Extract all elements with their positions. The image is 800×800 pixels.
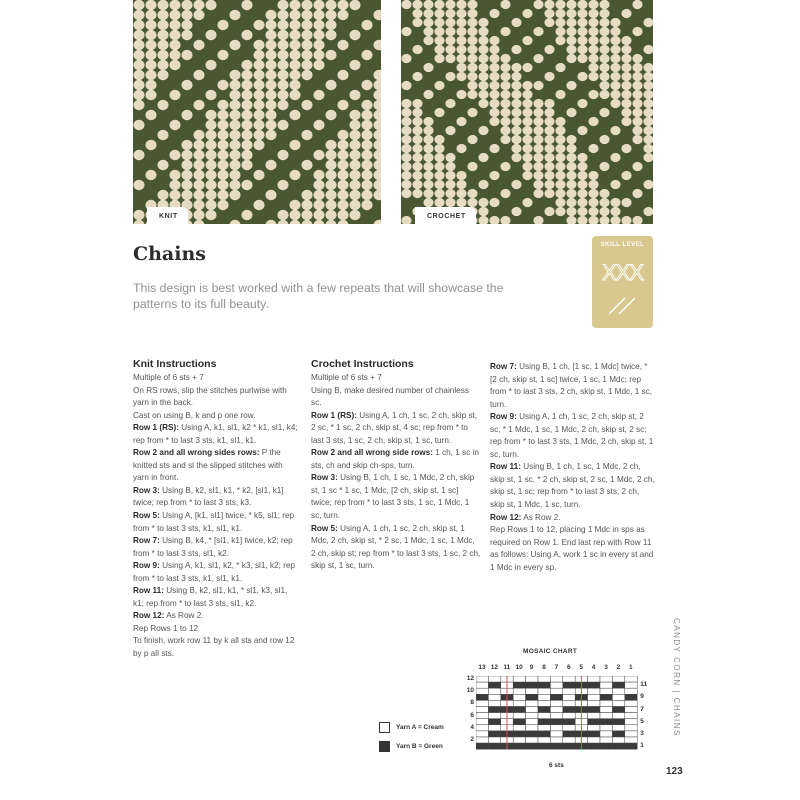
- chart-cell: [526, 682, 538, 688]
- knit-instruction-row-text: On RS rows, slip the stitches purlwise with yarn in the back.: [133, 385, 287, 408]
- chart-cell: [600, 743, 612, 749]
- knit-swatch-label: KNIT: [147, 207, 188, 224]
- chart-row-label-even: 10: [466, 687, 474, 695]
- knit-instruction-line: [133, 535, 298, 560]
- knit-instruction-line: [133, 447, 298, 485]
- knit-instruction-row-text: P the knitted sts and sl the slipped stitches with yarn in front.: [133, 448, 283, 483]
- skill-level-marks: [592, 236, 653, 328]
- crochet-instruction-line: [311, 523, 481, 573]
- chart-column-label: 1: [628, 664, 633, 671]
- knit-instruction-row-text: Multiple of 6 sts + 7: [133, 373, 204, 382]
- knit-instruction-line: [133, 410, 298, 423]
- chart-cell: [550, 713, 562, 719]
- chart-row-label-even: 8: [470, 699, 474, 707]
- chart-cell: [550, 694, 562, 700]
- chart-cell: [612, 743, 624, 749]
- chart-cell: [513, 725, 525, 731]
- legend-item: [379, 722, 444, 733]
- chart-cell: [612, 725, 624, 731]
- chart-cell: [625, 719, 637, 725]
- crochet-instruction-line: [311, 372, 481, 385]
- chart-cell: [588, 719, 600, 725]
- chart-cell: [625, 731, 637, 737]
- chart-cell: [550, 688, 562, 694]
- crochet-instruction-line: [490, 512, 655, 525]
- knit-instruction-row-label: Row 9:: [133, 561, 160, 571]
- knit-swatch-image: [133, 0, 381, 224]
- chart-cell: [625, 725, 637, 731]
- knit-instruction-row-label: Row 2 and all wrong sides rows:: [133, 448, 260, 458]
- legend-label: Yarn B = Green: [396, 743, 443, 750]
- chart-cell: [625, 737, 637, 743]
- chart-cell: [612, 682, 624, 688]
- chart-cell: [625, 713, 637, 719]
- chart-cell: [612, 694, 624, 700]
- chart-column-label: 5: [579, 664, 583, 671]
- chart-cell: [476, 682, 488, 688]
- crochet-instruction-row-label: Row 7:: [490, 362, 517, 371]
- chart-cell: [476, 676, 488, 682]
- chart-cell: [476, 731, 488, 737]
- chart-cell: [588, 731, 600, 737]
- knit-instruction-line: [133, 422, 298, 447]
- chart-cell: [600, 694, 612, 700]
- chart-cell: [526, 743, 538, 749]
- legend-item: [379, 741, 443, 752]
- chart-cell: [588, 676, 600, 682]
- repeat-label: 6 sts: [549, 762, 564, 769]
- chapter-side-label: CANDY CORN | CHAINS: [672, 618, 681, 737]
- chart-cell: [600, 737, 612, 743]
- crochet-instruction-row-label: Row 12:: [490, 512, 522, 522]
- chart-row-label-odd: 9: [640, 693, 644, 701]
- chart-column-label: 11: [503, 664, 511, 671]
- chart-cell: [588, 743, 600, 749]
- chart-cell: [588, 707, 600, 713]
- legend-swatch: [379, 722, 390, 733]
- skill-level-label: SKILL LEVEL: [600, 242, 645, 248]
- knit-swatch-photo: [133, 0, 381, 224]
- chart-cell: [526, 700, 538, 706]
- chart-cell: [563, 743, 575, 749]
- knit-instruction-line: [133, 610, 298, 623]
- chart-row-label-odd: 11: [640, 681, 648, 689]
- chart-cell: [488, 694, 500, 700]
- chart-cell: [588, 713, 600, 719]
- chart-cell: [538, 713, 550, 719]
- chart-cell: [625, 707, 637, 713]
- chart-cell: [563, 737, 575, 743]
- chart-cell: [526, 725, 538, 731]
- chart-cell: [538, 719, 550, 725]
- chart-cell: [538, 700, 550, 706]
- chart-cell: [550, 676, 562, 682]
- mosaic-chart-title: MOSAIC CHART: [523, 648, 578, 655]
- crochet-instruction-row-text: 1 ch, 1 sc in sts, ch and skip ch-sps, turn.: [311, 448, 479, 470]
- chart-cell: [625, 694, 637, 700]
- chart-cell: [488, 688, 500, 694]
- chart-cell: [526, 737, 538, 743]
- chart-cell: [600, 713, 612, 719]
- chart-cell: [612, 700, 624, 706]
- chart-cell: [513, 700, 525, 706]
- chart-cell: [476, 688, 488, 694]
- chart-cell: [538, 731, 550, 737]
- crochet-instruction-line: [490, 524, 655, 574]
- chart-cell: [513, 719, 525, 725]
- chart-cell: [600, 676, 612, 682]
- chart-cell: [526, 676, 538, 682]
- chart-cell: [538, 737, 550, 743]
- chart-cell: [488, 743, 500, 749]
- chart-cell: [488, 682, 500, 688]
- knit-instruction-line: [133, 635, 298, 660]
- chart-column-label: 13: [478, 664, 486, 671]
- crochet-instruction-row-text: Using A, 1 ch, 1 sc, 2 ch, skip st, 1 Mdc, 2 ch, skip st, * 2 sc, 1 Mdc, 1 sc, 1 Mdc, 2 ch, skip st; rep from * to last 3 sts, 1 sc, 2 ch, skip st, 1 sc, turn.: [311, 523, 481, 571]
- knit-instruction-row-label: Row 5:: [133, 511, 160, 521]
- chart-cell: [538, 688, 550, 694]
- chart-cell: [476, 737, 488, 743]
- crochet-instruction-line: [311, 385, 481, 410]
- pattern-intro: This design is best worked with a few repeats that will showcase the patterns to its full beauty.: [133, 281, 504, 311]
- chart-cell: [550, 743, 562, 749]
- chart-cell: [513, 694, 525, 700]
- chart-row-label-even: 4: [470, 723, 474, 731]
- chart-column-label: 12: [490, 664, 498, 671]
- crochet-instructions-heading: Crochet Instructions: [311, 358, 414, 370]
- crochet-instruction-line: [311, 410, 481, 448]
- chart-column-label: 3: [604, 664, 608, 671]
- chart-cell: [538, 682, 550, 688]
- chart-cell: [476, 713, 488, 719]
- chart-row-label-odd: 7: [640, 705, 644, 713]
- chart-cell: [476, 719, 488, 725]
- chart-cell: [476, 725, 488, 731]
- legend-label: Yarn A = Cream: [396, 724, 444, 731]
- crochet-instruction-row-text: Multiple of 6 sts + 7: [311, 373, 382, 382]
- chart-cell: [612, 707, 624, 713]
- chart-cell: [488, 700, 500, 706]
- chart-cell: [563, 725, 575, 731]
- crochet-instruction-row-text: Using B, 1 ch, 1 sc, 1 Mdc, 2 ch, skip st, 1 sc, * 2 ch, skip st, 2 sc, 1 Mdc, 2 ch, skip st, 1 sc; rep from * to last 3 sts, 2 ch, skip st, 1 Mdc, 1 sc, turn.: [490, 462, 655, 510]
- chart-cell: [612, 719, 624, 725]
- crochet-instruction-line: [311, 472, 481, 522]
- chart-cell: [563, 707, 575, 713]
- crochet-instruction-line: [490, 411, 655, 461]
- chart-cell: [588, 725, 600, 731]
- crochet-instruction-row-text: Using B, 1 ch, [1 sc, 1 Mdc] twice, * [2 ch, skip st, 1 sc] twice, 1 sc, 1 Mdc; rep from * to last 3 sts, 2 ch, skip st, 1 Mdc, 1 sc, turn.: [490, 362, 652, 409]
- chart-cell: [563, 676, 575, 682]
- chart-cell: [600, 725, 612, 731]
- chart-cell: [588, 700, 600, 706]
- knit-instruction-line: [133, 385, 298, 410]
- page-number: 123: [666, 766, 683, 777]
- chart-column-label: 9: [529, 664, 534, 671]
- chart-row-label-odd: 1: [640, 742, 644, 750]
- knit-instruction-row-text: Using A, [k1, sl1] twice, * k5, sl1; rep from * to last 3 sts, k1, sl1, k1.: [133, 511, 295, 533]
- crochet-instruction-row-text: Using B, make desired number of chainless sc.: [311, 385, 469, 408]
- chart-cell: [538, 676, 550, 682]
- chart-cell: [526, 694, 538, 700]
- knit-instruction-line: [133, 585, 298, 610]
- chart-cell: [513, 713, 525, 719]
- knit-instruction-row-text: Using B, k2, sl1, k1, * k2, [sl1, k1] twice; rep from * to last 3 sts, k3.: [133, 485, 284, 508]
- crochet-instruction-row-label: Row 9:: [490, 412, 517, 422]
- chart-cell: [563, 700, 575, 706]
- chart-cell: [588, 694, 600, 700]
- chart-cell: [600, 707, 612, 713]
- crochet-swatch-label: CROCHET: [415, 207, 476, 224]
- chart-cell: [550, 725, 562, 731]
- chart-cell: [612, 731, 624, 737]
- chart-cell: [476, 694, 488, 700]
- crochet-instruction-row-text: Using A, 1 ch, 1 sc, 2 ch, skip st, 2 sc, * 1 sc, 2 ch, skip st, 4 sc; rep from * to last 3 sts, 1 sc, 2 ch, skip st, 1 sc, turn.: [311, 410, 478, 445]
- chart-column-label: 7: [554, 664, 559, 671]
- knit-instruction-line: [133, 510, 298, 535]
- chart-cell: [625, 676, 637, 682]
- chart-cell: [612, 713, 624, 719]
- crochet-instruction-row-label: Row 5:: [311, 523, 338, 533]
- chart-cell: [513, 707, 525, 713]
- crochet-instruction-row-text: Rep Rows 1 to 12, placing 1 Mdc in sps as required on Row 1. End last rep with Row 11 as follows: Using A, work 1 sc in every st and 1 Mdc in every sp.: [490, 525, 654, 572]
- knit-instruction-line: [133, 485, 298, 510]
- chart-cell: [513, 743, 525, 749]
- knit-instructions-heading: Knit Instructions: [133, 358, 217, 370]
- knit-instructions: [133, 358, 298, 661]
- pattern-title: Chains: [133, 243, 206, 265]
- chart-cell: [513, 737, 525, 743]
- chart-cell: [526, 731, 538, 737]
- chart-cell: [526, 719, 538, 725]
- chart-cell: [563, 713, 575, 719]
- crochet-instructions-continued: [490, 361, 655, 574]
- skill-level-x-marks: XXX: [601, 260, 644, 285]
- legend-swatch: [379, 741, 390, 752]
- chart-cell: [612, 676, 624, 682]
- crochet-instruction-row-text: Using A, 1 ch, 1 sc, 2 ch, skip st, 2 sc, * 1 Mdc, 1 sc, 1 Mdc, 2 ch, skip st, 2 sc; rep from * to last 3 sts, 1 Mdc, 2 ch, skip st, 1 sc, turn.: [490, 412, 654, 459]
- needles-icon: [609, 298, 635, 314]
- chart-cell: [526, 707, 538, 713]
- chart-cell: [612, 737, 624, 743]
- crochet-instruction-row-label: Row 1 (RS):: [311, 410, 357, 420]
- crochet-swatch-photo: [401, 0, 653, 224]
- chart-cell: [488, 731, 500, 737]
- chart-cell: [600, 731, 612, 737]
- knit-instruction-row-label: Row 1 (RS):: [133, 423, 179, 433]
- chart-cell: [476, 743, 488, 749]
- chart-row-label-odd: 5: [640, 717, 644, 725]
- chart-cell: [550, 707, 562, 713]
- crochet-instructions: [311, 358, 481, 573]
- chart-cell: [526, 713, 538, 719]
- crochet-instruction-row-text: As Row 2.: [521, 512, 561, 522]
- chart-column-label: 2: [616, 664, 621, 671]
- knit-instruction-row-text: Using A, k1, sl1, k2 * k1, sl1, k4; rep from * to last 3 sts, k1, sl1, k1.: [133, 423, 298, 445]
- chart-cell: [513, 682, 525, 688]
- chart-cell: [488, 676, 500, 682]
- knit-instruction-line: [133, 372, 298, 385]
- chart-cell: [476, 700, 488, 706]
- crochet-instruction-row-label: Row 3:: [311, 473, 338, 483]
- chart-cell: [513, 676, 525, 682]
- chart-cell: [550, 731, 562, 737]
- chart-row-label-even: 6: [470, 711, 474, 719]
- knit-instruction-row-text: Using B, k2, sl1, k1, * sl1, k3, sl1, k1; rep from * to last 3 sts, sl1, k2.: [133, 586, 288, 608]
- chart-column-label: 6: [566, 664, 571, 671]
- crochet-instruction-line: [490, 361, 655, 411]
- chart-cell: [625, 743, 637, 749]
- chart-cell: [550, 719, 562, 725]
- chart-cell: [563, 731, 575, 737]
- knit-instruction-row-label: Row 7:: [133, 536, 160, 546]
- knit-instruction-row-label: Row 3:: [133, 485, 160, 495]
- knit-instruction-row-label: Row 11:: [133, 586, 164, 596]
- chart-cell: [550, 737, 562, 743]
- chart-cell: [488, 713, 500, 719]
- chart-cell: [600, 688, 612, 694]
- chart-cell: [588, 737, 600, 743]
- chart-cell: [550, 700, 562, 706]
- knit-instruction-row-text: Using A, k1, sl1, k2, * k3, sl1, k2; rep from * to last 3 sts, k1, sl1, k1.: [133, 561, 295, 583]
- chart-cell: [538, 725, 550, 731]
- skill-level-badge: [592, 236, 653, 328]
- chart-cell: [538, 707, 550, 713]
- chart-cell: [538, 694, 550, 700]
- chart-cell: [513, 688, 525, 694]
- chart-column-label: 10: [515, 664, 523, 671]
- chart-cell: [488, 707, 500, 713]
- knit-instruction-row-text: To finish, work row 11 by k all sts and row 12 by p all sts.: [133, 636, 295, 659]
- chart-cell: [513, 731, 525, 737]
- crochet-swatch-image: [401, 0, 653, 224]
- knit-instruction-row-text: Cast on using B, k and p one row.: [133, 410, 256, 420]
- chart-cell: [625, 700, 637, 706]
- chart-cell: [550, 682, 562, 688]
- knit-instruction-row-text: Using B, k4, * [sl1, k1] twice, k2; rep from * to last 3 sts, sl1, k2.: [133, 536, 293, 558]
- chart-column-label: 4: [591, 664, 596, 671]
- chart-row-label-even: 2: [470, 736, 474, 743]
- chart-cell: [600, 700, 612, 706]
- crochet-instruction-row-label: Row 11:: [490, 462, 521, 472]
- chart-row-label-odd: 3: [640, 729, 644, 737]
- chart-cell: [563, 682, 575, 688]
- mosaic-chart-grid: [476, 676, 640, 752]
- knit-instruction-row-text: As Row 2.: [164, 611, 204, 621]
- chart-cell: [563, 694, 575, 700]
- chart-cell: [600, 682, 612, 688]
- chart-cell: [488, 737, 500, 743]
- chart-cell: [476, 707, 488, 713]
- chart-row-label-even: 12: [466, 675, 474, 682]
- chart-cell: [612, 688, 624, 694]
- chart-cell: [588, 688, 600, 694]
- crochet-instruction-row-label: Row 2 and all wrong side rows:: [311, 448, 433, 458]
- crochet-instruction-line: [490, 461, 655, 511]
- chart-cell: [538, 743, 550, 749]
- knit-instruction-line: [133, 623, 298, 636]
- chart-cell: [625, 688, 637, 694]
- chart-column-label: 8: [542, 664, 546, 671]
- crochet-instruction-line: [311, 447, 481, 472]
- chart-cell: [563, 688, 575, 694]
- crochet-instruction-row-text: Using B, 1 ch, 1 sc, 1 Mdc, 2 ch, skip st, 1 sc * 1 sc, 1 Mdc, [2 ch, skip st, 1 sc] twice; rep from * to last 3 sts, 1 sc, 1 Mdc, 1 sc, turn.: [311, 473, 475, 521]
- knit-instruction-row-text: Rep Rows 1 to 12: [133, 623, 199, 633]
- chart-cell: [625, 682, 637, 688]
- chart-cell: [488, 725, 500, 731]
- chart-cell: [600, 719, 612, 725]
- knit-instruction-line: [133, 560, 298, 585]
- chart-cell: [526, 688, 538, 694]
- chart-cell: [588, 682, 600, 688]
- knit-instruction-row-label: Row 12:: [133, 611, 165, 621]
- chart-cell: [563, 719, 575, 725]
- chart-cell: [488, 719, 500, 725]
